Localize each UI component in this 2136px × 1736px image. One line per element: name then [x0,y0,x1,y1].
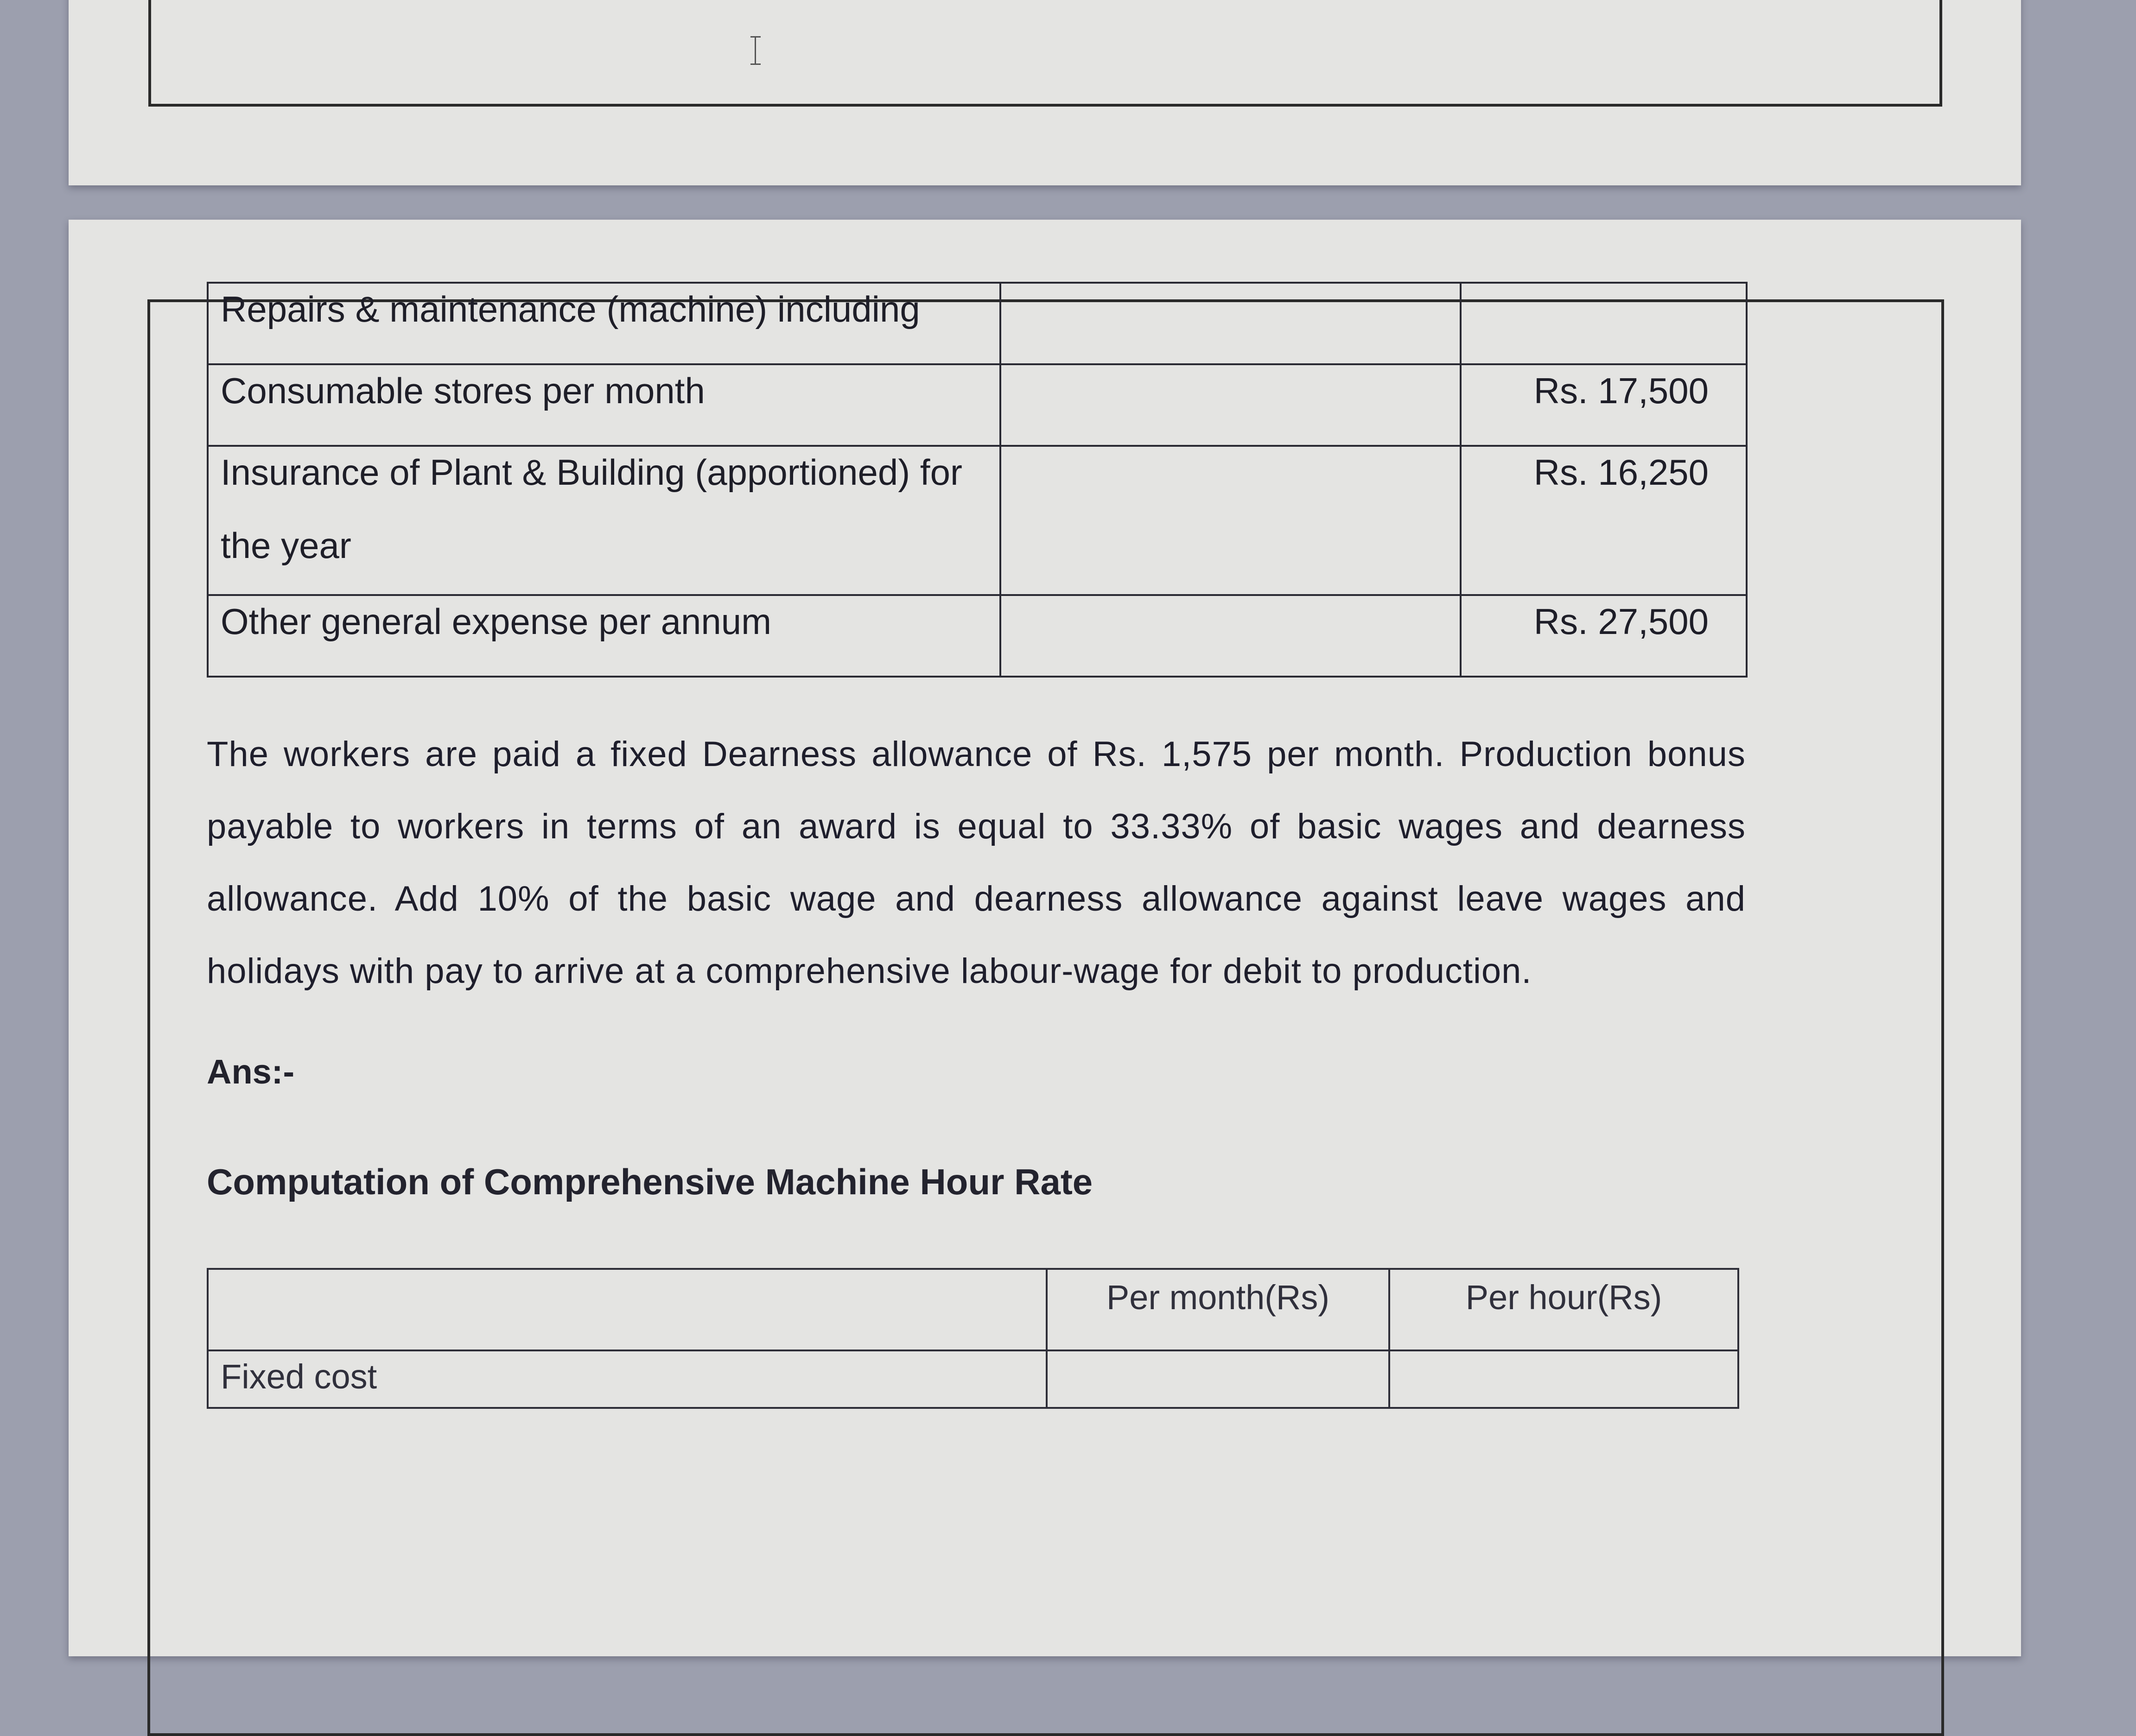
machine-hour-rate-table [207,1268,1739,1409]
header-cell-blank[interactable] [208,1269,1047,1350]
expense-middle-cell[interactable] [1000,364,1461,446]
header-per-hour[interactable]: Per hour(Rs) [1389,1269,1738,1350]
computation-heading[interactable]: Computation of Comprehensive Machine Hour Rate [207,1161,1093,1202]
page-border [148,0,1942,107]
text-cursor-icon [755,36,765,65]
wage-paragraph[interactable]: The workers are paid a fixed Dearness allowance of Rs. 1,575 per month. Production bonus payable to workers in terms of an award is equal to 33.33% of basic wages and dearness allowance. Add 10% of the basic wage and dearness allowance against leave wages and holidays with pay to arrive at a comprehensive labour-wage for debit to production. [207,735,1746,991]
expense-label[interactable]: Consumable stores per month [208,364,1000,446]
expense-middle-cell[interactable] [1000,446,1461,595]
expense-amount[interactable]: Rs. 27,500 [1461,595,1747,677]
expense-label[interactable]: Repairs & maintenance (machine) including [208,283,1000,364]
row-label-fixed-cost[interactable]: Fixed cost [208,1350,1047,1408]
table-row [208,283,1747,364]
answer-label[interactable]: Ans:- [207,1052,295,1091]
expense-label[interactable]: Other general expense per annum [208,595,1000,677]
table-row [208,364,1747,446]
table-row [208,1350,1738,1408]
expense-label[interactable]: Insurance of Plant & Building (apportioned) for the year [208,446,1000,595]
expense-middle-cell[interactable] [1000,595,1461,677]
table-row [208,446,1747,595]
per-month-cell[interactable] [1047,1350,1389,1408]
per-hour-cell[interactable] [1389,1350,1738,1408]
expense-middle-cell[interactable] [1000,283,1461,364]
table-header-row [208,1269,1738,1350]
expense-table [207,282,1748,678]
header-per-month[interactable]: Per month(Rs) [1047,1269,1389,1350]
table-row [208,595,1747,677]
document-content [207,282,1750,1409]
expense-amount[interactable] [1461,283,1747,364]
expense-amount[interactable]: Rs. 17,500 [1461,364,1747,446]
previous-page [69,0,2021,185]
expense-amount[interactable]: Rs. 16,250 [1461,446,1747,595]
